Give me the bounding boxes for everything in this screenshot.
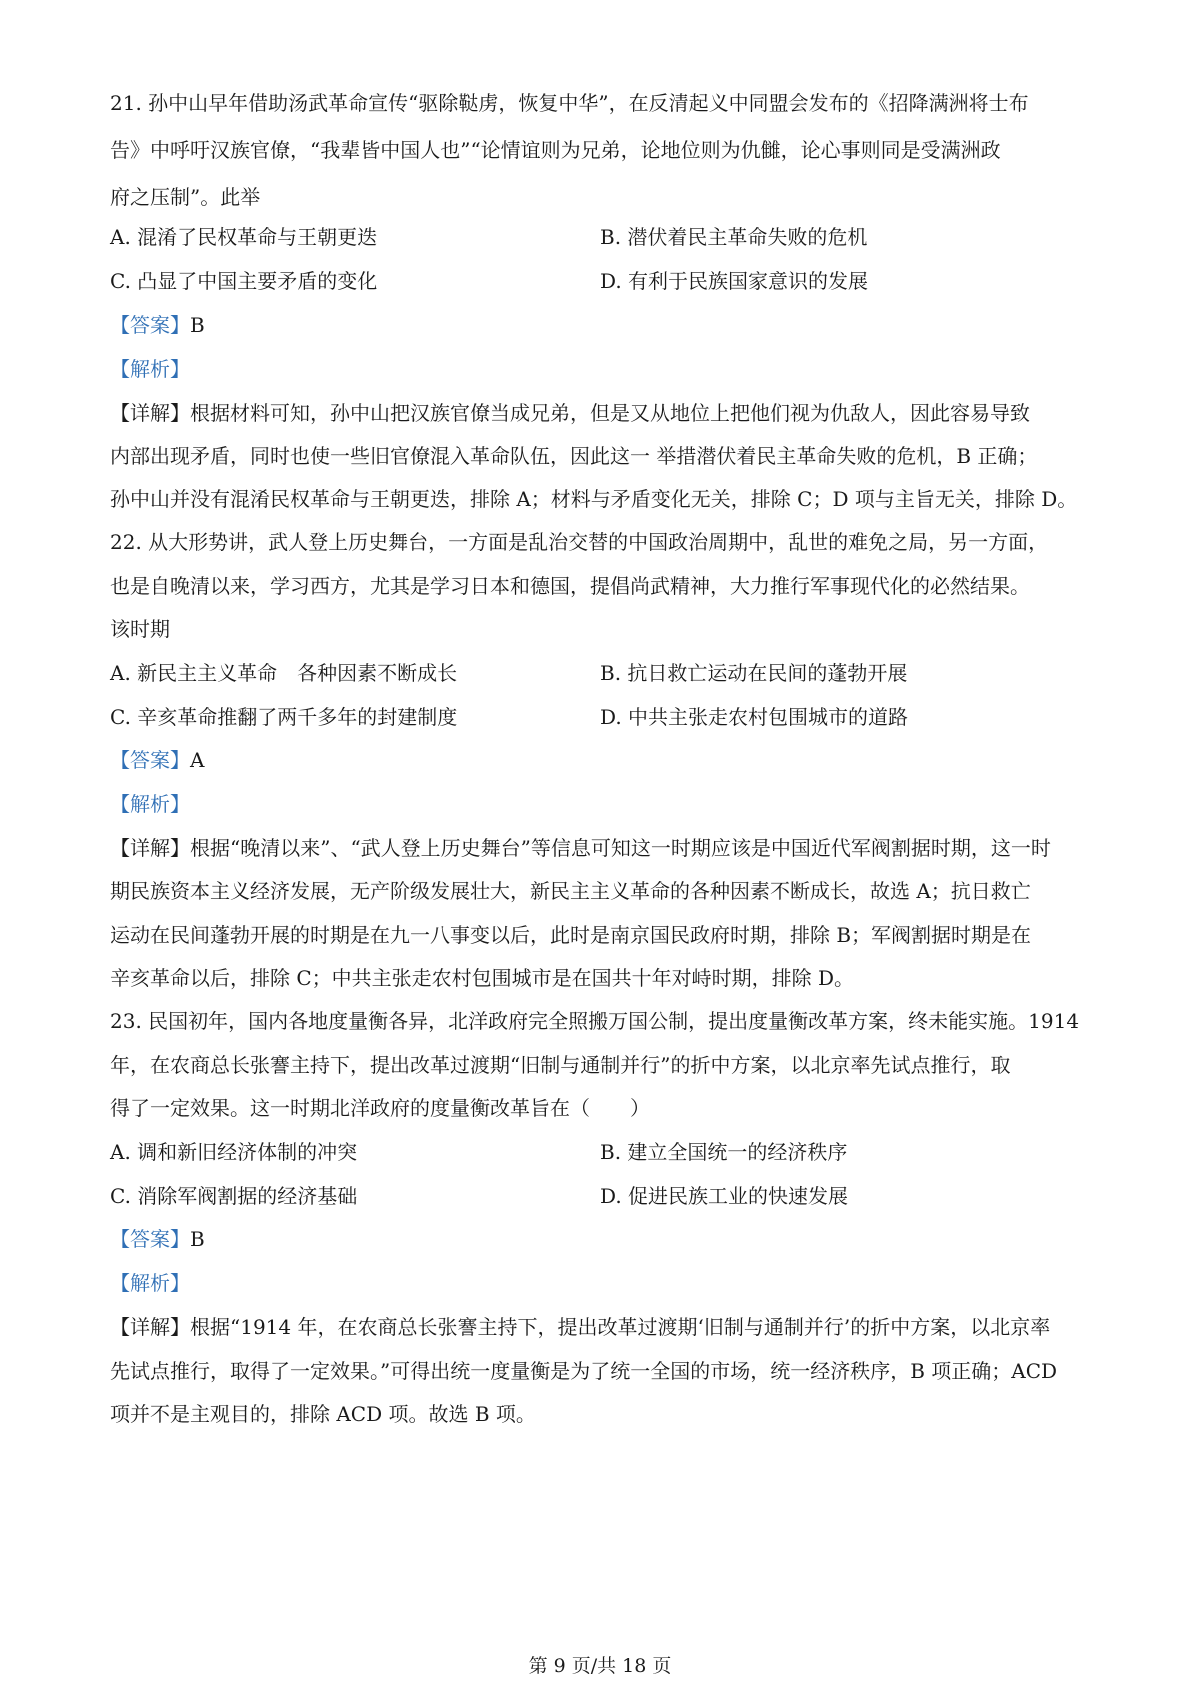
analysis-tag: 【解析】 bbox=[110, 1271, 190, 1295]
q21-stem-line-1: 21. 孙中山早年借助汤武革命宣传“驱除鞑虏，恢复中华”，在反清起义中同盟会发布的《招降满洲将士布 bbox=[110, 91, 1029, 115]
q23-option-d: D. 促进民族工业的快速发展 bbox=[600, 1184, 849, 1208]
q23-stem-line-3: 得了一定效果。这一时期北洋政府的度量衡改革旨在（ ） bbox=[110, 1096, 650, 1120]
detail-text: 根据“1914 年，在农商总长张謇主持下，提出改革过渡期‘旧制与通制并行’的折中方案，以北京率 bbox=[190, 1315, 1051, 1339]
q23-detail-line-1 bbox=[110, 1312, 1102, 1342]
detail-text: 根据“晚清以来”、“武人登上历史舞台”等信息可知这一时期应该是中国近代军阀割据时期，这一时 bbox=[190, 836, 1051, 860]
q21-stem-line-2: 告》中呼吁汉族官僚，“我辈皆中国人也”“论情谊则为兄弟，论地位则为仇雠，论心事则同是受满洲政 bbox=[110, 138, 1001, 162]
answer-tag: 【答案】 bbox=[110, 313, 190, 337]
q22-detail-line-2: 期民族资本主义经济发展，无产阶级发展壮大，新民主主义革命的各种因素不断成长，故选 A；抗日救亡 bbox=[110, 879, 1031, 903]
q23-analysis-heading bbox=[110, 1268, 1102, 1298]
answer-tag: 【答案】 bbox=[110, 748, 190, 772]
q21-analysis-heading bbox=[110, 354, 1102, 384]
q22-detail-line-1 bbox=[110, 833, 1102, 863]
q22-option-b: B. 抗日救亡运动在民间的蓬勃开展 bbox=[600, 661, 908, 685]
q23-stem-line-1: 23. 民国初年，国内各地度量衡各异，北洋政府完全照搬万国公制，提出度量衡改革方案，终未能实施。1914 bbox=[110, 1009, 1080, 1033]
q22-answer bbox=[110, 745, 1102, 775]
q21-detail-line-3: 孙中山并没有混淆民权革命与王朝更迭，排除 A；材料与矛盾变化无关，排除 C；D 项与主旨无关，排除 D。 bbox=[110, 487, 1078, 511]
detail-tag: 【详解】 bbox=[110, 1315, 190, 1339]
q23-option-a: A. 调和新旧经济体制的冲突 bbox=[110, 1140, 358, 1164]
q22-option-d: D. 中共主张走农村包围城市的道路 bbox=[600, 705, 909, 729]
q22-option-a: A. 新民主主义革命 各种因素不断成长 bbox=[110, 661, 458, 685]
detail-tag: 【详解】 bbox=[110, 401, 190, 425]
q21-stem-line-3: 府之压制”。此举 bbox=[110, 185, 261, 209]
q22-stem-line-3: 该时期 bbox=[110, 617, 170, 641]
detail-text: 根据材料可知，孙中山把汉族官僚当成兄弟，但是又从地位上把他们视为仇敌人，因此容易导致 bbox=[190, 401, 1030, 425]
q22-detail-line-3: 运动在民间蓬勃开展的时期是在九一八事变以后，此时是南京国民政府时期，排除 B；军阀割据时期是在 bbox=[110, 923, 1032, 947]
q21-option-d: D. 有利于民族国家意识的发展 bbox=[600, 269, 869, 293]
q22-stem-line-1: 22. 从大形势讲，武人登上历史舞台，一方面是乱治交替的中国政治周期中，乱世的难免之局，另一方面， bbox=[110, 530, 1049, 554]
answer-value: A bbox=[190, 748, 205, 772]
analysis-tag: 【解析】 bbox=[110, 792, 190, 816]
q21-detail-line-1 bbox=[110, 398, 1102, 428]
q21-option-b: B. 潜伏着民主革命失败的危机 bbox=[600, 225, 868, 249]
answer-value: B bbox=[190, 313, 205, 337]
q23-detail-line-3: 项并不是主观目的，排除 ACD 项。故选 B 项。 bbox=[110, 1402, 536, 1426]
q21-answer bbox=[110, 310, 1102, 340]
q23-detail-line-2: 先试点推行，取得了一定效果。”可得出统一度量衡是为了统一全国的市场，统一经济秩序，B 项正确；ACD bbox=[110, 1359, 1058, 1383]
answer-tag: 【答案】 bbox=[110, 1227, 190, 1251]
q23-option-b: B. 建立全国统一的经济秩序 bbox=[600, 1140, 848, 1164]
q23-option-c: C. 消除军阀割据的经济基础 bbox=[110, 1184, 358, 1208]
q21-option-c: C. 凸显了中国主要矛盾的变化 bbox=[110, 269, 378, 293]
q22-detail-line-4: 辛亥革命以后，排除 C；中共主张走农村包围城市是在国共十年对峙时期，排除 D。 bbox=[110, 966, 855, 990]
q22-option-c: C. 辛亥革命推翻了两千多年的封建制度 bbox=[110, 705, 458, 729]
q21-detail-line-2: 内部出现矛盾，同时也使一些旧官僚混入革命队伍，因此这一 举措潜伏着民主革命失败的危机，B 正确； bbox=[110, 444, 1038, 468]
analysis-tag: 【解析】 bbox=[110, 357, 190, 381]
q21-option-a: A. 混淆了民权革命与王朝更迭 bbox=[110, 225, 378, 249]
q22-analysis-heading bbox=[110, 789, 1102, 819]
detail-tag: 【详解】 bbox=[110, 836, 190, 860]
page-number-footer: 第 9 页/共 18 页 bbox=[528, 1655, 672, 1677]
q22-stem-line-2: 也是自晚清以来，学习西方，尤其是学习日本和德国，提倡尚武精神，大力推行军事现代化的必然结果。 bbox=[110, 574, 1030, 598]
q23-answer bbox=[110, 1224, 1102, 1254]
answer-value: B bbox=[190, 1227, 205, 1251]
q23-stem-line-2: 年，在农商总长张謇主持下，提出改革过渡期“旧制与通制并行”的折中方案，以北京率先试点推行，取 bbox=[110, 1053, 1011, 1077]
